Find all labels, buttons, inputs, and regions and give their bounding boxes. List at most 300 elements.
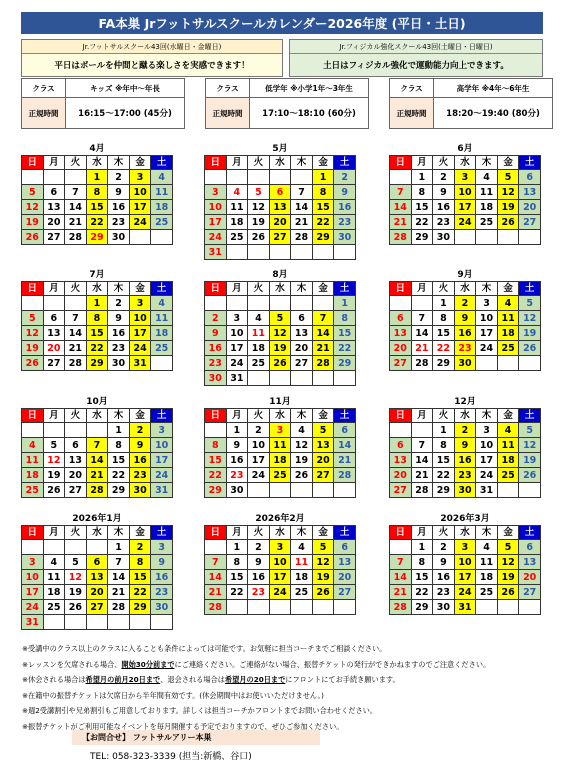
day-cell [226, 296, 248, 311]
weekday-header: 日 [22, 409, 44, 423]
weekday-header: 土 [519, 409, 541, 423]
day-cell: 12 [22, 200, 44, 215]
weekday-header: 日 [205, 282, 227, 296]
day-cell: 7 [291, 185, 313, 200]
weekday-header: 木 [476, 409, 498, 423]
day-cell: 7 [390, 555, 412, 570]
day-cell: 27 [43, 356, 65, 371]
day-cell: 4 [248, 311, 270, 326]
day-cell: 14 [390, 570, 412, 585]
day-cell: 17 [454, 200, 476, 215]
note-4: ※在籍中の振替チケットは欠席日から半年間有効です。(休会期間中はお使いいただけません。) [22, 690, 324, 700]
weekday-header: 月 [226, 156, 248, 170]
day-cell: 11 [497, 438, 519, 453]
day-cell: 21 [334, 453, 356, 468]
weekday-header: 日 [205, 526, 227, 540]
day-cell: 9 [433, 185, 455, 200]
day-cell: 27 [334, 585, 356, 600]
day-cell: 21 [411, 468, 433, 483]
weekday-header: 金 [312, 526, 334, 540]
month-calendar [21, 143, 173, 245]
day-cell [151, 615, 173, 630]
day-cell: 14 [86, 453, 108, 468]
weekday-header: 火 [65, 526, 87, 540]
class-box-upper [389, 78, 553, 129]
day-cell: 20 [291, 341, 313, 356]
day-cell: 16 [433, 200, 455, 215]
day-cell: 1 [334, 296, 356, 311]
day-cell: 11 [248, 326, 270, 341]
day-cell [65, 296, 87, 311]
day-cell: 4 [291, 423, 313, 438]
program-weekend-name: Jr.フィジカル強化スクール43回(土曜日・日曜日) [290, 40, 542, 54]
note-2: ※レッスンを欠席される場合、開始30分前までにご連絡ください。ご連絡がない場合、振替チケットの発行ができかねますのでご注意ください。 [22, 659, 491, 669]
day-cell: 8 [108, 438, 130, 453]
day-cell: 14 [411, 453, 433, 468]
day-cell: 24 [476, 341, 498, 356]
note-5: ※週2受講割引や兄弟割引もご用意しております。詳しくは担当コーチかフロントまでお問い合わせください。 [22, 706, 378, 715]
day-cell: 13 [334, 555, 356, 570]
day-cell: 7 [411, 438, 433, 453]
weekday-header: 木 [108, 156, 130, 170]
day-cell [497, 483, 519, 498]
day-cell: 23 [454, 341, 476, 356]
day-cell: 12 [269, 326, 291, 341]
day-cell: 17 [151, 453, 173, 468]
day-cell: 4 [291, 540, 313, 555]
day-cell [497, 230, 519, 245]
day-cell: 13 [390, 453, 412, 468]
day-cell: 24 [454, 215, 476, 230]
day-cell: 14 [334, 438, 356, 453]
weekday-header: 火 [65, 409, 87, 423]
note-6: ※振替チケットがご利用可能なイベントを毎月開催する予定でおりますので、ぜひご参加ください。 [22, 721, 344, 731]
day-cell: 13 [390, 326, 412, 341]
weekday-header: 木 [291, 526, 313, 540]
day-cell: 6 [390, 438, 412, 453]
day-cell: 19 [312, 570, 334, 585]
day-cell [334, 600, 356, 615]
day-cell: 7 [312, 311, 334, 326]
day-cell: 19 [519, 326, 541, 341]
weekday-header: 日 [205, 409, 227, 423]
day-cell [65, 170, 87, 185]
day-cell [334, 483, 356, 498]
day-cell: 26 [43, 483, 65, 498]
day-cell: 11 [22, 453, 44, 468]
day-cell: 19 [43, 468, 65, 483]
day-cell: 9 [108, 311, 130, 326]
day-cell: 6 [43, 311, 65, 326]
weekday-header: 日 [390, 526, 412, 540]
day-cell: 23 [108, 341, 130, 356]
day-cell: 13 [43, 326, 65, 341]
day-cell [269, 245, 291, 260]
day-cell: 25 [497, 341, 519, 356]
day-cell: 20 [86, 585, 108, 600]
day-cell: 22 [86, 341, 108, 356]
day-cell: 30 [454, 483, 476, 498]
day-cell: 29 [108, 483, 130, 498]
day-cell: 5 [312, 423, 334, 438]
day-cell: 16 [226, 453, 248, 468]
day-cell: 29 [129, 600, 151, 615]
day-cell: 26 [22, 356, 44, 371]
day-cell: 12 [519, 311, 541, 326]
month-title: 12月 [454, 397, 476, 407]
day-cell: 23 [129, 468, 151, 483]
day-cell [390, 540, 412, 555]
weekday-header: 水 [269, 409, 291, 423]
day-cell: 20 [65, 468, 87, 483]
month-calendar [389, 143, 541, 245]
day-cell: 28 [86, 483, 108, 498]
day-cell: 13 [519, 185, 541, 200]
day-cell: 10 [151, 438, 173, 453]
day-cell: 25 [226, 230, 248, 245]
day-cell [205, 423, 227, 438]
day-cell: 26 [497, 215, 519, 230]
day-cell: 18 [151, 200, 173, 215]
weekday-header: 月 [411, 409, 433, 423]
day-cell: 16 [454, 453, 476, 468]
month-calendar [389, 269, 541, 371]
day-cell: 2 [454, 296, 476, 311]
weekday-header: 日 [22, 156, 44, 170]
weekday-header: 火 [65, 282, 87, 296]
day-cell: 27 [519, 215, 541, 230]
day-cell: 20 [312, 453, 334, 468]
day-cell [86, 615, 108, 630]
class-time: 18:20～19:40 (80分) [446, 109, 540, 119]
day-cell: 28 [411, 483, 433, 498]
day-cell: 3 [269, 423, 291, 438]
class-label: クラス [390, 79, 434, 97]
weekday-header: 金 [129, 282, 151, 296]
day-cell: 6 [269, 185, 291, 200]
day-cell: 27 [86, 600, 108, 615]
day-cell [411, 423, 433, 438]
weekday-header: 水 [86, 526, 108, 540]
day-cell: 1 [86, 170, 108, 185]
day-cell: 5 [497, 540, 519, 555]
weekday-header: 火 [433, 526, 455, 540]
day-cell [519, 356, 541, 371]
day-cell [86, 540, 108, 555]
day-cell: 24 [269, 585, 291, 600]
day-cell: 7 [86, 438, 108, 453]
day-cell [390, 170, 412, 185]
day-cell: 6 [519, 540, 541, 555]
day-cell: 12 [497, 555, 519, 570]
day-cell: 5 [65, 555, 87, 570]
day-cell: 6 [43, 185, 65, 200]
day-cell: 11 [291, 555, 313, 570]
day-cell: 2 [433, 540, 455, 555]
day-cell [454, 230, 476, 245]
day-cell: 27 [291, 356, 313, 371]
month-title: 9月 [457, 270, 473, 280]
day-cell [476, 356, 498, 371]
day-cell: 16 [129, 453, 151, 468]
day-cell: 8 [129, 555, 151, 570]
day-cell: 10 [454, 185, 476, 200]
day-cell: 13 [312, 438, 334, 453]
day-cell: 25 [476, 215, 498, 230]
day-cell: 19 [497, 570, 519, 585]
day-cell: 20 [43, 215, 65, 230]
day-cell: 5 [519, 296, 541, 311]
day-cell [519, 483, 541, 498]
day-cell [226, 170, 248, 185]
weekday-header: 金 [497, 409, 519, 423]
program-weekend [289, 39, 543, 77]
day-cell: 4 [151, 170, 173, 185]
class-label: クラス [22, 79, 66, 97]
day-cell: 2 [129, 540, 151, 555]
day-cell: 21 [390, 215, 412, 230]
day-cell: 9 [334, 185, 356, 200]
month-title: 5月 [272, 144, 288, 154]
day-cell [205, 296, 227, 311]
day-cell: 21 [411, 341, 433, 356]
day-cell: 29 [411, 230, 433, 245]
day-cell [205, 170, 227, 185]
day-cell: 17 [476, 326, 498, 341]
day-cell: 21 [65, 341, 87, 356]
day-cell [497, 600, 519, 615]
day-cell: 10 [269, 555, 291, 570]
day-cell: 28 [205, 600, 227, 615]
day-cell: 15 [433, 453, 455, 468]
weekday-header: 月 [226, 282, 248, 296]
day-cell: 7 [108, 555, 130, 570]
day-cell: 4 [476, 170, 498, 185]
program-weekday-desc: 平日はボールを仲間と蹴る楽しさを実感できます！ [22, 54, 282, 76]
weekday-header: 木 [108, 409, 130, 423]
day-cell: 12 [312, 555, 334, 570]
weekday-header: 水 [269, 526, 291, 540]
month-title: 11月 [269, 397, 291, 407]
weekday-header: 日 [390, 409, 412, 423]
day-cell: 13 [86, 570, 108, 585]
day-cell: 25 [43, 600, 65, 615]
day-cell: 1 [86, 296, 108, 311]
day-cell: 27 [65, 483, 87, 498]
day-cell: 7 [65, 311, 87, 326]
weekday-header: 金 [497, 156, 519, 170]
day-cell: 6 [334, 540, 356, 555]
day-cell: 8 [411, 555, 433, 570]
day-cell: 29 [205, 483, 227, 498]
day-cell: 10 [129, 311, 151, 326]
day-cell [226, 600, 248, 615]
month-calendar [21, 513, 173, 630]
day-cell: 24 [22, 600, 44, 615]
day-cell: 3 [151, 423, 173, 438]
day-cell: 31 [226, 371, 248, 386]
day-cell: 27 [269, 230, 291, 245]
weekday-header: 土 [334, 526, 356, 540]
day-cell: 31 [454, 600, 476, 615]
weekday-header: 月 [411, 282, 433, 296]
day-cell: 31 [205, 245, 227, 260]
day-cell: 1 [226, 423, 248, 438]
day-cell: 17 [226, 341, 248, 356]
day-cell: 22 [108, 468, 130, 483]
weekday-header: 月 [226, 526, 248, 540]
day-cell: 3 [129, 170, 151, 185]
weekday-header: 土 [151, 156, 173, 170]
day-cell: 5 [269, 311, 291, 326]
day-cell: 15 [411, 570, 433, 585]
weekday-header: 月 [226, 409, 248, 423]
day-cell: 24 [205, 230, 227, 245]
day-cell: 21 [108, 585, 130, 600]
month-calendar [204, 269, 356, 386]
day-cell: 11 [226, 200, 248, 215]
day-cell [312, 483, 334, 498]
day-cell: 20 [43, 341, 65, 356]
day-cell: 15 [205, 453, 227, 468]
day-cell: 31 [151, 483, 173, 498]
day-cell: 15 [86, 200, 108, 215]
day-cell: 9 [248, 555, 270, 570]
day-cell: 16 [334, 200, 356, 215]
day-cell: 4 [22, 438, 44, 453]
day-cell: 21 [291, 215, 313, 230]
day-cell [151, 356, 173, 371]
note-3: ※休会される場合は希望月の前月20日まで、退会される場合は希望月の20日までにフロントにてお手続き願います。 [22, 675, 400, 684]
day-cell: 26 [497, 585, 519, 600]
day-cell [108, 615, 130, 630]
day-cell: 15 [312, 200, 334, 215]
weekday-header: 木 [291, 409, 313, 423]
day-cell [291, 170, 313, 185]
day-cell: 26 [22, 230, 44, 245]
day-cell: 30 [205, 371, 227, 386]
day-cell: 16 [248, 570, 270, 585]
day-cell: 24 [226, 356, 248, 371]
day-cell: 16 [433, 570, 455, 585]
day-cell: 17 [205, 215, 227, 230]
weekday-header: 火 [433, 156, 455, 170]
day-cell: 8 [86, 311, 108, 326]
day-cell: 12 [43, 453, 65, 468]
day-cell [519, 600, 541, 615]
day-cell: 13 [519, 555, 541, 570]
day-cell: 27 [519, 585, 541, 600]
day-cell: 19 [291, 453, 313, 468]
day-cell: 12 [248, 200, 270, 215]
day-cell: 6 [390, 311, 412, 326]
day-cell: 29 [411, 600, 433, 615]
day-cell: 24 [248, 468, 270, 483]
weekday-header: 月 [43, 156, 65, 170]
day-cell: 9 [454, 438, 476, 453]
day-cell: 5 [43, 438, 65, 453]
weekday-header: 水 [454, 156, 476, 170]
day-cell: 20 [519, 200, 541, 215]
day-cell: 23 [248, 585, 270, 600]
day-cell [411, 296, 433, 311]
day-cell [269, 371, 291, 386]
weekday-header: 火 [433, 282, 455, 296]
day-cell: 26 [519, 341, 541, 356]
day-cell: 25 [151, 341, 173, 356]
weekday-header: 木 [291, 156, 313, 170]
day-cell: 18 [151, 326, 173, 341]
day-cell: 8 [226, 555, 248, 570]
day-cell [129, 615, 151, 630]
day-cell: 25 [22, 483, 44, 498]
program-weekday-name: Jr.フットサルスクール43回(水曜日・金曜日) [22, 40, 282, 54]
day-cell: 8 [433, 438, 455, 453]
day-cell: 11 [476, 185, 498, 200]
day-cell: 26 [269, 356, 291, 371]
day-cell [291, 600, 313, 615]
day-cell: 2 [129, 423, 151, 438]
day-cell [269, 483, 291, 498]
day-cell: 9 [151, 555, 173, 570]
day-cell: 15 [108, 453, 130, 468]
day-cell: 17 [22, 585, 44, 600]
day-cell: 17 [248, 453, 270, 468]
day-cell: 20 [390, 468, 412, 483]
day-cell [312, 600, 334, 615]
weekday-header: 水 [269, 156, 291, 170]
day-cell: 13 [291, 326, 313, 341]
day-cell: 8 [86, 185, 108, 200]
day-cell: 26 [65, 600, 87, 615]
class-box-kids [21, 78, 185, 129]
weekday-header: 水 [269, 282, 291, 296]
day-cell: 9 [129, 438, 151, 453]
weekday-header: 金 [497, 282, 519, 296]
day-cell: 17 [129, 326, 151, 341]
day-cell [390, 423, 412, 438]
day-cell [248, 371, 270, 386]
weekday-header: 火 [65, 156, 87, 170]
day-cell: 30 [334, 230, 356, 245]
day-cell: 30 [454, 356, 476, 371]
day-cell: 27 [390, 483, 412, 498]
day-cell: 5 [22, 311, 44, 326]
month-calendar [21, 396, 173, 498]
day-cell: 19 [519, 453, 541, 468]
day-cell: 31 [476, 483, 498, 498]
weekday-header: 土 [151, 282, 173, 296]
day-cell: 22 [205, 468, 227, 483]
day-cell: 23 [108, 215, 130, 230]
day-cell [312, 371, 334, 386]
day-cell: 8 [312, 185, 334, 200]
day-cell: 4 [151, 296, 173, 311]
day-cell [476, 230, 498, 245]
weekday-header: 木 [476, 282, 498, 296]
day-cell: 24 [476, 468, 498, 483]
weekday-header: 日 [390, 282, 412, 296]
day-cell: 19 [22, 341, 44, 356]
day-cell: 7 [390, 185, 412, 200]
day-cell [291, 245, 313, 260]
weekday-header: 月 [411, 526, 433, 540]
weekday-header: 月 [43, 526, 65, 540]
weekday-header: 日 [205, 156, 227, 170]
day-cell [129, 230, 151, 245]
day-cell: 30 [433, 230, 455, 245]
day-cell: 11 [151, 185, 173, 200]
